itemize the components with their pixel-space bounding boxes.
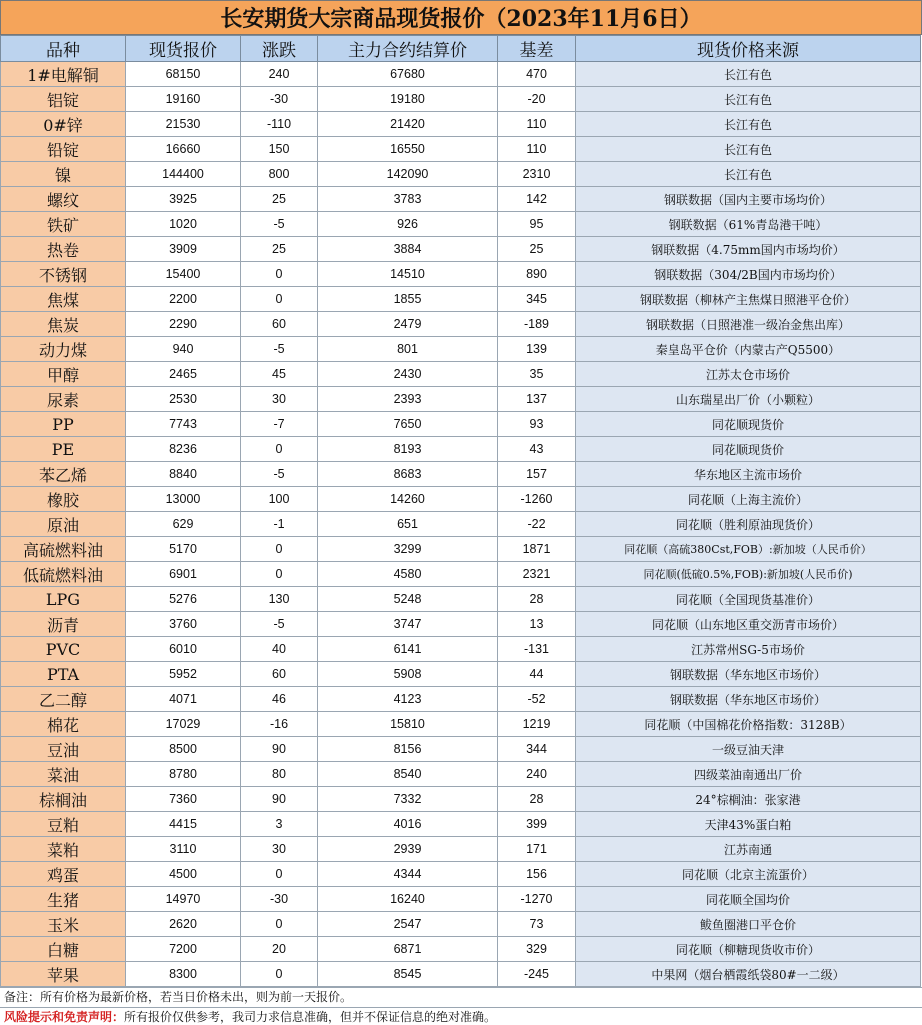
- cell-change: 90: [241, 737, 318, 762]
- cell-settlement-price: 801: [318, 337, 498, 362]
- price-table: [0, 35, 921, 987]
- table-row: [1, 212, 921, 237]
- cell-basis: 137: [498, 387, 576, 412]
- cell-settlement-price: 8683: [318, 462, 498, 487]
- cell-spot-price: 68150: [126, 62, 241, 87]
- cell-change: 800: [241, 162, 318, 187]
- table-row: [1, 187, 921, 212]
- table-row: [1, 637, 921, 662]
- footer: [0, 987, 922, 1025]
- header-change: 涨跌: [241, 36, 318, 62]
- cell-change: 0: [241, 912, 318, 937]
- cell-variety: 白糖: [1, 937, 126, 962]
- cell-variety: 铅锭: [1, 137, 126, 162]
- cell-spot-price: 3909: [126, 237, 241, 262]
- cell-variety: 热卷: [1, 237, 126, 262]
- cell-spot-price: 8236: [126, 437, 241, 462]
- cell-variety: 不锈钢: [1, 262, 126, 287]
- cell-settlement-price: 1855: [318, 287, 498, 312]
- table-row: [1, 287, 921, 312]
- header-settlement-price: 主力合约结算价: [318, 36, 498, 62]
- table-row: [1, 962, 921, 987]
- cell-spot-price: 2200: [126, 287, 241, 312]
- cell-basis: 171: [498, 837, 576, 862]
- cell-price-source: 同花顺全国均价: [576, 887, 921, 912]
- cell-settlement-price: 8540: [318, 762, 498, 787]
- cell-spot-price: 2530: [126, 387, 241, 412]
- cell-variety: 棉花: [1, 712, 126, 737]
- cell-variety: 乙二醇: [1, 687, 126, 712]
- table-row: [1, 487, 921, 512]
- table-row: [1, 537, 921, 562]
- cell-basis: 43: [498, 437, 576, 462]
- cell-settlement-price: 3884: [318, 237, 498, 262]
- cell-spot-price: 940: [126, 337, 241, 362]
- cell-settlement-price: 67680: [318, 62, 498, 87]
- cell-basis: 344: [498, 737, 576, 762]
- cell-settlement-price: 5908: [318, 662, 498, 687]
- cell-price-source: 钢联数据（华东地区市场价）: [576, 687, 921, 712]
- cell-change: 0: [241, 437, 318, 462]
- cell-price-source: 一级豆油天津: [576, 737, 921, 762]
- cell-variety: 高硫燃料油: [1, 537, 126, 562]
- cell-spot-price: 4415: [126, 812, 241, 837]
- table-row: [1, 112, 921, 137]
- cell-variety: 焦煤: [1, 287, 126, 312]
- cell-variety: 尿素: [1, 387, 126, 412]
- cell-variety: 菜粕: [1, 837, 126, 862]
- cell-variety: 动力煤: [1, 337, 126, 362]
- cell-basis: 1871: [498, 537, 576, 562]
- cell-price-source: 同花顺（高硫380Cst,FOB）:新加坡（人民币价）: [576, 537, 921, 562]
- cell-settlement-price: 2479: [318, 312, 498, 337]
- cell-price-source: 同花顺（柳糖现货收市价）: [576, 937, 921, 962]
- risk-disclaimer: [0, 1007, 922, 1025]
- risk-disclaimer-text: 所有报价仅供参考，我司力求信息准确，但并不保证信息的绝对准确。: [124, 1010, 497, 1024]
- cell-spot-price: 14970: [126, 887, 241, 912]
- footnote: 备注：所有价格为最新价格，若当日价格未出，则为前一天报价。: [0, 987, 922, 1007]
- cell-price-source: 钢联数据（61%青岛港干吨）: [576, 212, 921, 237]
- cell-variety: 玉米: [1, 912, 126, 937]
- table-row: [1, 62, 921, 87]
- table-row: [1, 687, 921, 712]
- cell-spot-price: 7360: [126, 787, 241, 812]
- table-row: [1, 612, 921, 637]
- cell-price-source: 钢联数据（日照港准一级冶金焦出库）: [576, 312, 921, 337]
- table-header-row: [1, 36, 921, 62]
- cell-change: 25: [241, 237, 318, 262]
- table-row: [1, 662, 921, 687]
- cell-settlement-price: 651: [318, 512, 498, 537]
- table-row: [1, 312, 921, 337]
- cell-variety: PTA: [1, 662, 126, 687]
- cell-spot-price: 2620: [126, 912, 241, 937]
- cell-change: 0: [241, 962, 318, 987]
- cell-price-source: 钢联数据（柳林产主焦煤日照港平仓价）: [576, 287, 921, 312]
- cell-variety: 鸡蛋: [1, 862, 126, 887]
- table-row: [1, 387, 921, 412]
- cell-settlement-price: 14510: [318, 262, 498, 287]
- cell-basis: 35: [498, 362, 576, 387]
- cell-basis: -189: [498, 312, 576, 337]
- cell-spot-price: 19160: [126, 87, 241, 112]
- table-row: [1, 887, 921, 912]
- cell-settlement-price: 16550: [318, 137, 498, 162]
- cell-basis: 345: [498, 287, 576, 312]
- cell-price-source: 天津43%蛋白粕: [576, 812, 921, 837]
- table-row: [1, 462, 921, 487]
- cell-change: 20: [241, 937, 318, 962]
- cell-settlement-price: 8545: [318, 962, 498, 987]
- risk-disclaimer-label: 风险提示和免责声明：: [4, 1010, 125, 1024]
- cell-settlement-price: 3783: [318, 187, 498, 212]
- cell-spot-price: 5170: [126, 537, 241, 562]
- header-spot-price: 现货报价: [126, 36, 241, 62]
- cell-change: 30: [241, 837, 318, 862]
- cell-variety: 焦炭: [1, 312, 126, 337]
- cell-change: -1: [241, 512, 318, 537]
- cell-variety: 生猪: [1, 887, 126, 912]
- cell-variety: PP: [1, 412, 126, 437]
- cell-variety: LPG: [1, 587, 126, 612]
- cell-price-source: 钢联数据（4.75mm国内市场均价）: [576, 237, 921, 262]
- cell-settlement-price: 2547: [318, 912, 498, 937]
- table-row: [1, 337, 921, 362]
- cell-settlement-price: 15810: [318, 712, 498, 737]
- cell-spot-price: 6901: [126, 562, 241, 587]
- cell-basis: -20: [498, 87, 576, 112]
- cell-change: 46: [241, 687, 318, 712]
- table-row: [1, 512, 921, 537]
- cell-basis: 142: [498, 187, 576, 212]
- cell-price-source: 中果网（烟台栖霞纸袋80#一二级）: [576, 962, 921, 987]
- cell-change: 0: [241, 287, 318, 312]
- cell-change: 60: [241, 662, 318, 687]
- cell-spot-price: 2290: [126, 312, 241, 337]
- cell-variety: 橡胶: [1, 487, 126, 512]
- cell-basis: 329: [498, 937, 576, 962]
- cell-settlement-price: 2393: [318, 387, 498, 412]
- cell-spot-price: 144400: [126, 162, 241, 187]
- cell-settlement-price: 3299: [318, 537, 498, 562]
- cell-variety: PVC: [1, 637, 126, 662]
- cell-settlement-price: 6871: [318, 937, 498, 962]
- cell-price-source: 同花顺现货价: [576, 437, 921, 462]
- cell-variety: 沥青: [1, 612, 126, 637]
- table-row: [1, 912, 921, 937]
- cell-spot-price: 13000: [126, 487, 241, 512]
- cell-spot-price: 3110: [126, 837, 241, 862]
- cell-price-source: 同花顺（上海主流价）: [576, 487, 921, 512]
- cell-basis: -1260: [498, 487, 576, 512]
- cell-basis: -52: [498, 687, 576, 712]
- cell-spot-price: 7200: [126, 937, 241, 962]
- cell-basis: 2310: [498, 162, 576, 187]
- cell-change: 130: [241, 587, 318, 612]
- cell-change: 60: [241, 312, 318, 337]
- cell-price-source: 四级菜油南通出厂价: [576, 762, 921, 787]
- cell-change: 90: [241, 787, 318, 812]
- cell-change: 150: [241, 137, 318, 162]
- cell-basis: 110: [498, 112, 576, 137]
- cell-basis: 13: [498, 612, 576, 637]
- cell-settlement-price: 4344: [318, 862, 498, 887]
- cell-change: -5: [241, 612, 318, 637]
- cell-spot-price: 17029: [126, 712, 241, 737]
- table-row: [1, 737, 921, 762]
- cell-settlement-price: 4016: [318, 812, 498, 837]
- cell-spot-price: 4071: [126, 687, 241, 712]
- cell-basis: 28: [498, 787, 576, 812]
- table-row: [1, 87, 921, 112]
- cell-price-source: 同花顺现货价: [576, 412, 921, 437]
- table-row: [1, 237, 921, 262]
- cell-change: -30: [241, 87, 318, 112]
- cell-spot-price: 2465: [126, 362, 241, 387]
- cell-variety: 棕榈油: [1, 787, 126, 812]
- cell-basis: 1219: [498, 712, 576, 737]
- cell-price-source: 同花顺（胜利原油现货价）: [576, 512, 921, 537]
- cell-basis: 470: [498, 62, 576, 87]
- cell-spot-price: 1020: [126, 212, 241, 237]
- cell-price-source: 同花顺（中国棉花价格指数：3128B）: [576, 712, 921, 737]
- cell-price-source: 华东地区主流市场价: [576, 462, 921, 487]
- cell-spot-price: 3760: [126, 612, 241, 637]
- cell-spot-price: 5276: [126, 587, 241, 612]
- cell-price-source: 长江有色: [576, 87, 921, 112]
- cell-spot-price: 15400: [126, 262, 241, 287]
- cell-variety: 1#电解铜: [1, 62, 126, 87]
- cell-price-source: 钢联数据（华东地区市场价）: [576, 662, 921, 687]
- cell-spot-price: 8300: [126, 962, 241, 987]
- cell-spot-price: 7743: [126, 412, 241, 437]
- table-row: [1, 862, 921, 887]
- page-title: 长安期货大宗商品现货报价（2023年11月6日）: [0, 0, 922, 35]
- cell-price-source: 长江有色: [576, 137, 921, 162]
- cell-spot-price: 3925: [126, 187, 241, 212]
- cell-basis: -1270: [498, 887, 576, 912]
- cell-change: 0: [241, 537, 318, 562]
- cell-price-source: 秦皇岛平仓价（内蒙古产Q5500）: [576, 337, 921, 362]
- cell-settlement-price: 21420: [318, 112, 498, 137]
- table-body: [1, 62, 921, 987]
- table-row: [1, 162, 921, 187]
- table-row: [1, 712, 921, 737]
- cell-spot-price: 4500: [126, 862, 241, 887]
- cell-basis: 110: [498, 137, 576, 162]
- cell-settlement-price: 4123: [318, 687, 498, 712]
- cell-price-source: 山东瑞星出厂价（小颗粒）: [576, 387, 921, 412]
- cell-price-source: 同花顺（全国现货基准价）: [576, 587, 921, 612]
- cell-settlement-price: 7650: [318, 412, 498, 437]
- cell-spot-price: 16660: [126, 137, 241, 162]
- header-basis: 基差: [498, 36, 576, 62]
- cell-price-source: 钢联数据（304/2B国内市场均价）: [576, 262, 921, 287]
- cell-basis: 890: [498, 262, 576, 287]
- cell-price-source: 江苏太仓市场价: [576, 362, 921, 387]
- header-variety: 品种: [1, 36, 126, 62]
- cell-variety: 原油: [1, 512, 126, 537]
- cell-change: 100: [241, 487, 318, 512]
- cell-spot-price: 21530: [126, 112, 241, 137]
- cell-change: -5: [241, 337, 318, 362]
- cell-settlement-price: 4580: [318, 562, 498, 587]
- table-row: [1, 412, 921, 437]
- cell-price-source: 同花顺（山东地区重交沥青市场价）: [576, 612, 921, 637]
- table-row: [1, 562, 921, 587]
- cell-settlement-price: 5248: [318, 587, 498, 612]
- cell-variety: 苯乙烯: [1, 462, 126, 487]
- cell-price-source: 长江有色: [576, 162, 921, 187]
- cell-change: 80: [241, 762, 318, 787]
- cell-price-source: 鲅鱼圈港口平仓价: [576, 912, 921, 937]
- cell-change: -5: [241, 212, 318, 237]
- cell-change: 25: [241, 187, 318, 212]
- cell-variety: 菜油: [1, 762, 126, 787]
- table-row: [1, 787, 921, 812]
- cell-basis: 44: [498, 662, 576, 687]
- cell-change: 0: [241, 262, 318, 287]
- cell-change: 30: [241, 387, 318, 412]
- cell-spot-price: 629: [126, 512, 241, 537]
- table-row: [1, 262, 921, 287]
- cell-variety: 铁矿: [1, 212, 126, 237]
- cell-change: 0: [241, 562, 318, 587]
- cell-settlement-price: 3747: [318, 612, 498, 637]
- table-row: [1, 762, 921, 787]
- cell-settlement-price: 19180: [318, 87, 498, 112]
- cell-basis: 399: [498, 812, 576, 837]
- cell-variety: PE: [1, 437, 126, 462]
- cell-basis: 28: [498, 587, 576, 612]
- cell-variety: 甲醇: [1, 362, 126, 387]
- cell-spot-price: 8780: [126, 762, 241, 787]
- cell-basis: 156: [498, 862, 576, 887]
- cell-change: 240: [241, 62, 318, 87]
- cell-change: -16: [241, 712, 318, 737]
- cell-settlement-price: 8156: [318, 737, 498, 762]
- table-row: [1, 812, 921, 837]
- cell-change: 45: [241, 362, 318, 387]
- cell-settlement-price: 926: [318, 212, 498, 237]
- cell-spot-price: 8840: [126, 462, 241, 487]
- cell-variety: 镍: [1, 162, 126, 187]
- table-row: [1, 137, 921, 162]
- cell-variety: 豆粕: [1, 812, 126, 837]
- cell-change: 40: [241, 637, 318, 662]
- cell-basis: 240: [498, 762, 576, 787]
- cell-settlement-price: 142090: [318, 162, 498, 187]
- cell-basis: 139: [498, 337, 576, 362]
- cell-change: -5: [241, 462, 318, 487]
- cell-change: 3: [241, 812, 318, 837]
- cell-change: -110: [241, 112, 318, 137]
- cell-variety: 低硫燃料油: [1, 562, 126, 587]
- cell-settlement-price: 7332: [318, 787, 498, 812]
- cell-spot-price: 6010: [126, 637, 241, 662]
- cell-basis: 95: [498, 212, 576, 237]
- cell-basis: 73: [498, 912, 576, 937]
- cell-variety: 0#锌: [1, 112, 126, 137]
- cell-basis: 157: [498, 462, 576, 487]
- cell-basis: -22: [498, 512, 576, 537]
- cell-price-source: 同花顺（北京主流蛋价）: [576, 862, 921, 887]
- table-row: [1, 587, 921, 612]
- cell-price-source: 长江有色: [576, 112, 921, 137]
- cell-spot-price: 5952: [126, 662, 241, 687]
- cell-price-source: 长江有色: [576, 62, 921, 87]
- table-row: [1, 362, 921, 387]
- cell-spot-price: 8500: [126, 737, 241, 762]
- cell-price-source: 江苏南通: [576, 837, 921, 862]
- cell-change: 0: [241, 862, 318, 887]
- cell-price-source: 钢联数据（国内主要市场均价）: [576, 187, 921, 212]
- cell-basis: 93: [498, 412, 576, 437]
- table-row: [1, 937, 921, 962]
- cell-basis: -245: [498, 962, 576, 987]
- cell-basis: 25: [498, 237, 576, 262]
- cell-settlement-price: 2939: [318, 837, 498, 862]
- cell-variety: 豆油: [1, 737, 126, 762]
- cell-settlement-price: 16240: [318, 887, 498, 912]
- cell-variety: 苹果: [1, 962, 126, 987]
- table-row: [1, 437, 921, 462]
- cell-settlement-price: 8193: [318, 437, 498, 462]
- cell-change: -7: [241, 412, 318, 437]
- cell-price-source: 江苏常州SG-5市场价: [576, 637, 921, 662]
- cell-price-source: 同花顺(低硫0.5%,FOB):新加坡(人民币价): [576, 562, 921, 587]
- table-row: [1, 837, 921, 862]
- cell-price-source: 24°棕榈油：张家港: [576, 787, 921, 812]
- cell-variety: 螺纹: [1, 187, 126, 212]
- cell-settlement-price: 2430: [318, 362, 498, 387]
- cell-change: -30: [241, 887, 318, 912]
- cell-basis: -131: [498, 637, 576, 662]
- cell-settlement-price: 14260: [318, 487, 498, 512]
- cell-basis: 2321: [498, 562, 576, 587]
- cell-settlement-price: 6141: [318, 637, 498, 662]
- cell-variety: 铝锭: [1, 87, 126, 112]
- header-price-source: 现货价格来源: [576, 36, 921, 62]
